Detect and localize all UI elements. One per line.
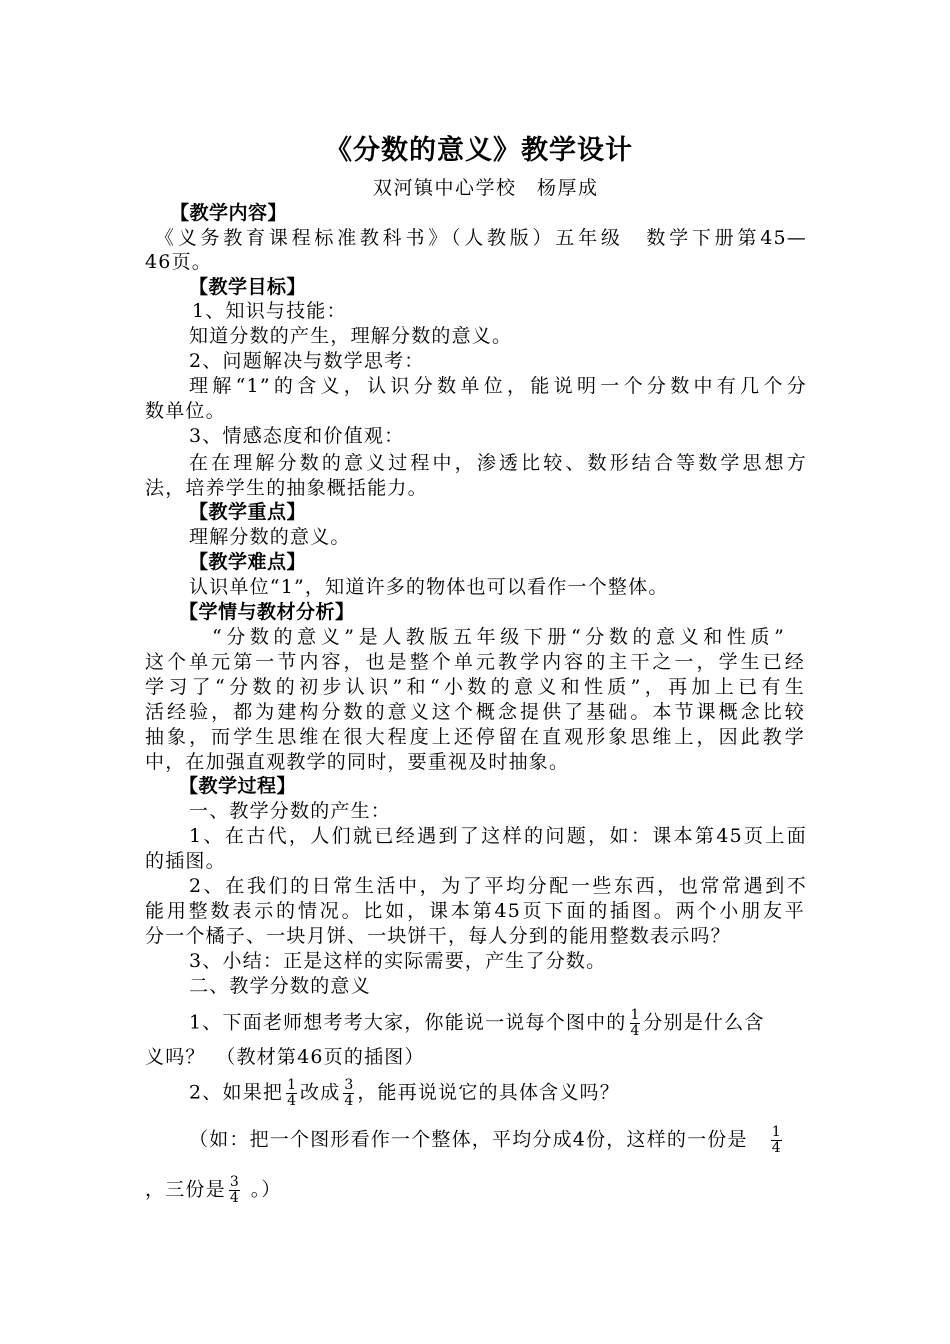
goal2-line-2: 数单位。 bbox=[145, 400, 226, 422]
section-heading-key: 【教学重点】 bbox=[189, 501, 307, 523]
goal2-line-1: 理解“1”的含义，认识分数单位，能说明一个分数中有几个分 bbox=[189, 375, 807, 397]
process-2-2-text-a: 2、如果把 bbox=[189, 1081, 284, 1104]
content-line-2: 46页。 bbox=[145, 251, 212, 273]
key-text: 理解分数的意义。 bbox=[189, 526, 351, 548]
analysis-line-1: “分数的意义”是人教版五年级下册“分数的意义和性质” bbox=[212, 626, 785, 648]
section-heading-content: 【教学内容】 bbox=[170, 202, 288, 224]
process-1-3: 3、小结：正是这样的实际需要，产生了分数。 bbox=[189, 950, 607, 972]
fraction-one-quarter: $\frac{1}{4}$ bbox=[630, 1007, 640, 1039]
analysis-line-4: 活经验，都为建构分数的意义这个概念提供了基础。本节课概念比较 bbox=[145, 701, 805, 723]
section-heading-difficulty: 【教学难点】 bbox=[189, 551, 307, 573]
goal3-title: 3、情感态度和价值观： bbox=[189, 425, 405, 447]
process-2-1-text-a: 1、下面老师想考考大家，你能说一说每个图中的 bbox=[189, 1011, 627, 1034]
process-2-1-line-2: 义吗？ （教材第46页的插图） bbox=[145, 1046, 425, 1068]
fraction-one-quarter: $\frac{1}{4}$ bbox=[771, 1124, 781, 1156]
fraction-three-quarters: $\frac{3}{4}$ bbox=[344, 1077, 354, 1109]
process-2-1-text-b: 分别是什么含 bbox=[643, 1011, 765, 1034]
section-heading-analysis: 【学情与教材分析】 bbox=[179, 601, 355, 623]
process-example-text-b: ，三份是 bbox=[145, 1178, 226, 1201]
process-1-1-line-2: 的插图。 bbox=[145, 850, 226, 872]
process-2-1-line-1 bbox=[189, 1008, 765, 1039]
goal2-title: 2、问题解决与数学思考： bbox=[189, 350, 425, 372]
content-line-1: 《义务教育课程标准教科书》（人教版）五年级 数学下册第45— bbox=[155, 227, 807, 249]
goal3-line-1: 在在理解分数的意义过程中，渗透比较、数形结合等数学思想方 bbox=[189, 452, 807, 474]
process-part1-title: 一、教学分数的产生： bbox=[189, 800, 392, 822]
process-example-line-1 bbox=[189, 1125, 785, 1156]
analysis-line-6: 中，在加强直观教学的同时，要重视及时抽象。 bbox=[145, 751, 570, 773]
process-2-2-line bbox=[189, 1078, 620, 1109]
goal1-title: 1、知识与技能： bbox=[192, 300, 347, 322]
fraction-three-quarters: $\frac{3}{4}$ bbox=[229, 1174, 239, 1206]
process-2-2-text-c: ，能再说说它的具体含义吗？ bbox=[357, 1081, 620, 1104]
process-1-1-line-1: 1、在古代，人们就已经遇到了这样的问题，如：课本第45页上面 bbox=[189, 825, 807, 847]
analysis-line-3: 学习了“分数的初步认识”和“小数的意义和性质”，再加上已有生 bbox=[145, 676, 805, 698]
process-part2-title: 二、教学分数的意义 bbox=[189, 975, 371, 997]
author-line: 双河镇中心学校 杨厚成 bbox=[373, 177, 599, 199]
process-1-2-line-1: 2、在我们的日常生活中，为了平均分配一些东西，也常常遇到不 bbox=[189, 875, 807, 897]
process-2-2-text-b: 改成 bbox=[300, 1081, 341, 1104]
section-heading-process: 【教学过程】 bbox=[179, 775, 297, 797]
fraction-one-quarter: $\frac{1}{4}$ bbox=[287, 1077, 297, 1109]
page-title: 《分数的意义》教学设计 bbox=[325, 135, 633, 166]
goal3-line-2: 法，培养学生的抽象概括能力。 bbox=[145, 477, 428, 499]
process-example-text-a: （如：把一个图形看作一个整体，平均分成4份，这样的一份是 bbox=[189, 1128, 748, 1151]
difficulty-text: 认识单位“1”，知道许多的物体也可以看作一个整体。 bbox=[189, 576, 669, 598]
process-1-2-line-3: 分一个橘子、一块月饼、一块饼干，每人分到的能用整数表示吗？ bbox=[145, 925, 731, 947]
analysis-line-2: 这个单元第一节内容，也是整个单元教学内容的主干之一，学生已经 bbox=[145, 651, 805, 673]
analysis-line-5: 抽象，而学生思维在很大程度上还停留在直观形象思维上，因此教学 bbox=[145, 726, 805, 748]
process-example-text-c: 。） bbox=[250, 1178, 282, 1201]
goal1-text: 知道分数的产生，理解分数的意义。 bbox=[189, 325, 513, 347]
process-1-2-line-2: 能用整数表示的情况。比如，课本第45页下面的插图。两个小朋友平 bbox=[145, 900, 805, 922]
section-heading-goals: 【教学目标】 bbox=[189, 276, 307, 298]
process-example-line-2 bbox=[145, 1175, 282, 1206]
